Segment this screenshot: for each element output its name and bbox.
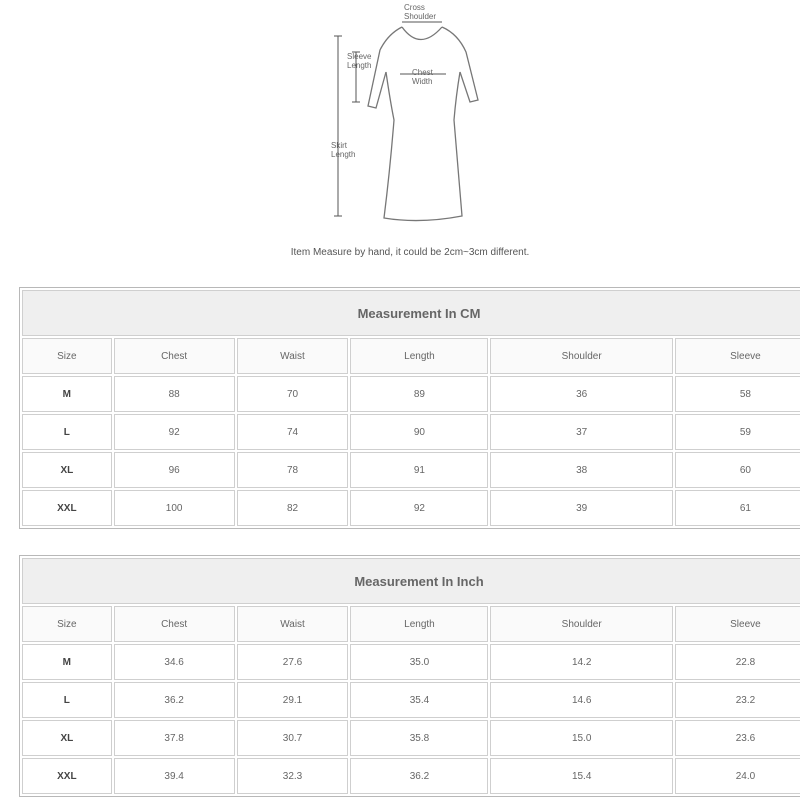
size-table-cm xyxy=(19,287,800,529)
cell-size: M xyxy=(22,644,112,680)
header-waist: Waist xyxy=(237,338,349,374)
cell-length: 35.8 xyxy=(350,720,488,756)
table-header-row xyxy=(22,338,800,374)
cell-sleeve: 61 xyxy=(675,490,800,526)
dress-outline-icon xyxy=(320,0,500,232)
cell-chest: 92 xyxy=(114,414,235,450)
header-sleeve: Sleeve xyxy=(675,338,800,374)
cell-size: XXL xyxy=(22,758,112,794)
table-row xyxy=(22,682,800,718)
table-title: Measurement In Inch xyxy=(22,558,800,604)
cell-size: L xyxy=(22,682,112,718)
header-chest: Chest xyxy=(114,338,235,374)
cell-length: 90 xyxy=(350,414,488,450)
table-row xyxy=(22,414,800,450)
cell-chest: 100 xyxy=(114,490,235,526)
cell-waist: 74 xyxy=(237,414,349,450)
cell-shoulder: 15.4 xyxy=(490,758,672,794)
cell-size: M xyxy=(22,376,112,412)
header-chest: Chest xyxy=(114,606,235,642)
cell-shoulder: 14.6 xyxy=(490,682,672,718)
cell-shoulder: 39 xyxy=(490,490,672,526)
cell-shoulder: 15.0 xyxy=(490,720,672,756)
cell-sleeve: 22.8 xyxy=(675,644,800,680)
table-row xyxy=(22,644,800,680)
cell-chest: 88 xyxy=(114,376,235,412)
table-title: Measurement In CM xyxy=(22,290,800,336)
cell-waist: 70 xyxy=(237,376,349,412)
cell-chest: 37.8 xyxy=(114,720,235,756)
cell-length: 35.4 xyxy=(350,682,488,718)
cell-length: 36.2 xyxy=(350,758,488,794)
dress-measurement-diagram xyxy=(320,0,500,232)
skirt-length-label: Skirt Length xyxy=(331,141,356,159)
cell-waist: 29.1 xyxy=(237,682,349,718)
table-row xyxy=(22,720,800,756)
cell-chest: 96 xyxy=(114,452,235,488)
cell-length: 35.0 xyxy=(350,644,488,680)
cell-length: 92 xyxy=(350,490,488,526)
cell-chest: 39.4 xyxy=(114,758,235,794)
cell-size: XL xyxy=(22,720,112,756)
cell-sleeve: 24.0 xyxy=(675,758,800,794)
cell-size: XL xyxy=(22,452,112,488)
cell-sleeve: 60 xyxy=(675,452,800,488)
header-sleeve: Sleeve xyxy=(675,606,800,642)
cell-waist: 27.6 xyxy=(237,644,349,680)
cell-length: 89 xyxy=(350,376,488,412)
header-length: Length xyxy=(350,606,488,642)
table-header-row xyxy=(22,606,800,642)
cell-sleeve: 23.6 xyxy=(675,720,800,756)
table-row xyxy=(22,758,800,794)
cell-waist: 30.7 xyxy=(237,720,349,756)
cell-size: L xyxy=(22,414,112,450)
cell-chest: 36.2 xyxy=(114,682,235,718)
header-shoulder: Shoulder xyxy=(490,338,672,374)
cell-sleeve: 58 xyxy=(675,376,800,412)
sleeve-length-label: Sleeve Length xyxy=(347,52,372,70)
table-row xyxy=(22,490,800,526)
cell-shoulder: 14.2 xyxy=(490,644,672,680)
cell-shoulder: 36 xyxy=(490,376,672,412)
header-size: Size xyxy=(22,606,112,642)
cell-shoulder: 37 xyxy=(490,414,672,450)
header-waist: Waist xyxy=(237,606,349,642)
cell-size: XXL xyxy=(22,490,112,526)
cell-waist: 32.3 xyxy=(237,758,349,794)
table-row xyxy=(22,452,800,488)
size-table-inch xyxy=(19,555,800,797)
cell-shoulder: 38 xyxy=(490,452,672,488)
table-row xyxy=(22,376,800,412)
cell-sleeve: 59 xyxy=(675,414,800,450)
cell-length: 91 xyxy=(350,452,488,488)
cell-chest: 34.6 xyxy=(114,644,235,680)
cross-shoulder-label: Cross Shoulder xyxy=(404,3,437,21)
measurement-note: Item Measure by hand, it could be 2cm~3cm different. xyxy=(290,247,530,258)
cell-waist: 82 xyxy=(237,490,349,526)
chest-width-label: Chest Width xyxy=(412,68,433,86)
header-length: Length xyxy=(350,338,488,374)
cell-waist: 78 xyxy=(237,452,349,488)
header-shoulder: Shoulder xyxy=(490,606,672,642)
header-size: Size xyxy=(22,338,112,374)
cell-sleeve: 23.2 xyxy=(675,682,800,718)
